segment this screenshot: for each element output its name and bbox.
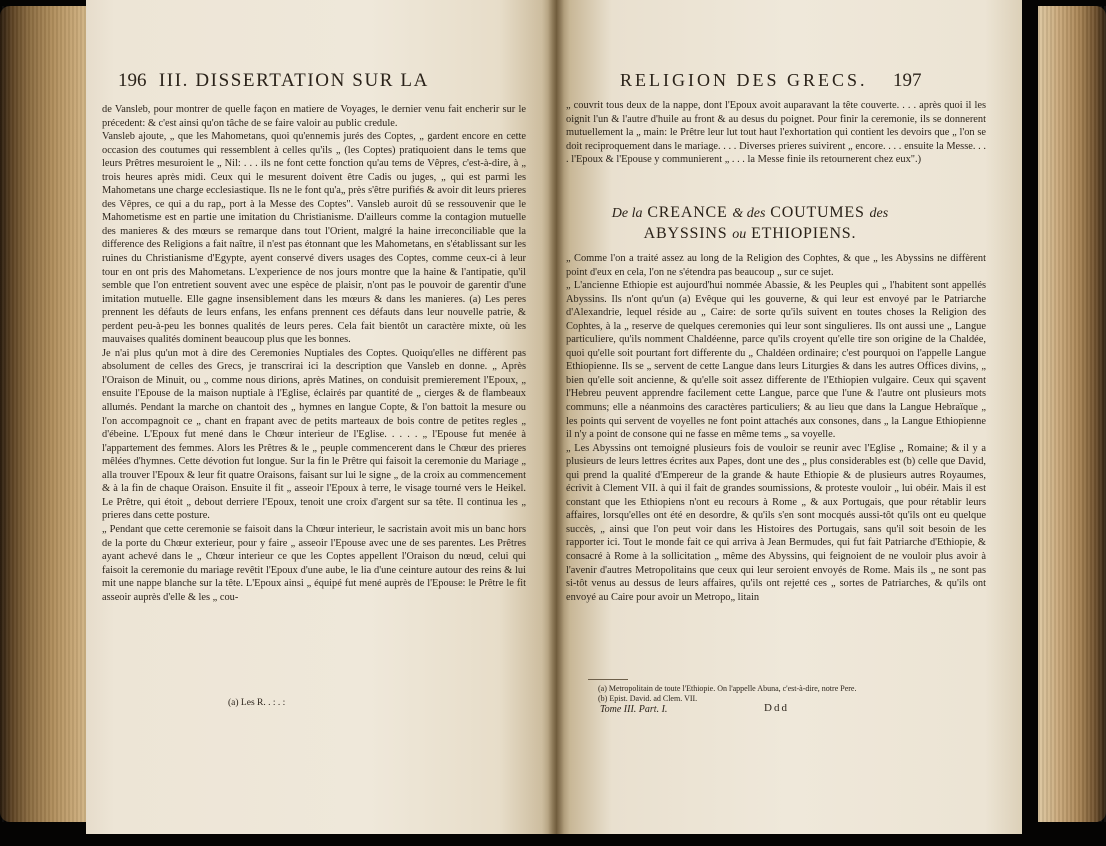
heading-word: ABYSSINS	[643, 225, 728, 242]
book-gutter	[548, 0, 564, 834]
right-footnote-a: (a) Metropolitain de toute l'Ethiopie. On l'appelle Abuna, c'est-à-dire, notre Pere.	[598, 684, 857, 693]
right-footnote-b: (b) Epist. David. ad Clem. VII.	[598, 694, 698, 703]
heading-word: COUTUMES	[770, 204, 865, 221]
left-paragraph-1: de Vansleb, pour montrer de quelle façon en matiere de Voyages, le dernier venu fait encherir sur le précedent: & c'est ainsi qu'on tâche de se faire valoir au public credule.	[102, 104, 526, 129]
heading-word: ETHIOPIENS.	[751, 225, 857, 242]
left-footnote: (a) Les R. . : . :	[228, 698, 286, 708]
heading-word: ou	[732, 227, 747, 242]
left-page-block-edge	[0, 6, 96, 822]
heading-word: CREANCE	[647, 204, 728, 221]
section-heading-line-1	[590, 203, 910, 224]
right-paragraph-3: „ Les Abyssins ont temoigné plusieurs fois de vouloir se reunir avec l'Eglise „ Romaine; & il y a plusieurs de leurs lettres écrites aux Papes, dont une des „ plus considerables est (b) celle que David, qui prend la qualité d'Empereur de la grande & haute Ethiopie & de plusieurs autres Royaumes, écrivit à Clement VII. à qui il fait de grandes soumissions, & proteste vouloir „ lui obéir. Mais il est constant que les Ethiopiens n'ont eu recours à Rome „ & aux Portugais, que pour rétablir leurs affaires, lorsqu'elles ont été en desordre, & qu'ils s'en sont mocqués aussi-tôt qu'ils ont eu quelque succès, „ ainsi que l'on peut voir dans les Histoires des Portugais, sans qu'il soit besoin de les rapporter ici. Tout le monde fait ce qui arriva à Jean Bermudes, qui fut fait Patriarche d'Ethiopie, & consacré à Rome à la sollicitation „ même des Abyssins, qui feignoient de ne vouloir plus avoir à l'avenir d'autres Metropolitains que ceux qui leur seroient envoyés de Rome. Mais ils „ ne sont pas si-tôt venus au dessus de leurs affaires, qu'ils ont rejetté ces „ sortes de Patriarches, & qu'ils ont envoyé au Caire pour avoir un Metropo„ litain	[566, 442, 986, 603]
right-page-body	[566, 252, 986, 604]
left-running-head	[118, 70, 429, 92]
left-page-number: 196	[118, 70, 147, 91]
heading-word: & des	[732, 206, 766, 221]
heading-word: des	[869, 206, 889, 221]
left-running-title: III. DISSERTATION SUR LA	[158, 70, 429, 91]
heading-word: De la	[611, 206, 643, 221]
section-heading-line-2	[590, 224, 910, 245]
right-top-paragraph: „ couvrit tous deux de la nappe, dont l'Epoux avoit auparavant la tête couverte. . . . après quoi il les oignit l'un & l'autre d'huile au front & au desus du poignet. Pour finir la ceremonie, ils se donnerent mutuellement la „ main: le Prêtre leur lut tout haut l'exhortation qui contient les devoirs que „ l'on se doit reciproquement dans le mariage. . . . Diverses prieres suivirent „ encore. . . . ensuite la Messe. . . . l'Epoux & l'Epouse y communierent „ . . . la Messe finie ils retournerent chez eux".)	[566, 100, 986, 166]
left-paragraph-4: „ Pendant que cette ceremonie se faisoit dans la Chœur interieur, le sacristain avoit mis un banc hors de la porte du Chœur exterieur, pour y faire „ asseoir l'Epouse avec une de ses parentes. Les Prêtres ayant achevé dans le „ Chœur interieur ce que les Coptes appellent l'Oraison du nœud, celui qui faisoit la ceremonie du mariage revêtit l'Epoux d'une aube, le lia d'une ceinture autour des reins & lui mit une nappe blanche sur la tête. L'Epoux ainsi „ équipé fut mené auprès de l'Epouse: le Prêtre le fit asseoir auprès d'elle & les „ cou-	[102, 523, 526, 603]
section-heading	[590, 203, 910, 245]
left-page-text	[102, 103, 526, 604]
right-page-number: 197	[893, 70, 922, 91]
left-paragraph-3: Je n'ai plus qu'un mot à dire des Ceremonies Nuptiales des Coptes. Quoiqu'elles ne diffèrent pas absolument de celles des Grecs, je transcrirai ici la description que Vansleb en donne. „ Après l'Oraison de Minuit, ou „ comme nous dirions, après Matines, on conduisit premierement l'Epoux, „ ensuite l'Epouse de la maison nuptiale à l'Eglise, éclairés par quantité de „ cierges & de flambeaux allumés. Pendant la marche on chantoit des „ hymnes en langue Copte, & l'on battoit la mesure ou l'on accompagnoit ce „ chant en frapant avec de petits marteaux de bois contre de petites regles „ d'ébeine. L'Epoux fut mené dans le Chœur interieur de l'Eglise. . . . . „ l'Epouse fut menée à l'appartement des femmes. Alors les Prêtres & le „ peuple commencerent dans le Chœur des prieres mêlées d'hymnes. Cette dévotion fut longue. Sur la fin le Prêtre qui faisoit la ceremonie du Mariage „ alla trouver l'Epoux & leur fit quatre Oraisons, faisant sur lui le signe „ de la croix au commencement & à la fin de chaque Oraison. Ensuite il fit „ asseoir l'Epoux à terre, le visage tourné vers le Heikel. Le Prêtre, qui étoit „ debout derriere l'Epoux, tenoit une croix d'argent sur sa tête. Il continua les „ prieres dans cette posture.	[102, 347, 526, 522]
right-page-top-text	[566, 99, 986, 167]
left-paragraph-2: Vansleb ajoute, „ que les Mahometans, quoi qu'ennemis jurés des Coptes, „ gardent encore en cette occasion des coutumes qui ressemblent à celles qu'ils „ (les Coptes) pratiquoient dans le tems que leurs Prêtres mesuroient le „ Nil: . . . ils ne font cette fonction qu'au tems de Vêpres, c'est-à-dire, à „ trois heures après midi. Ceux qui le mesurent doivent être Cadis ou juges, „ qui est parmi les Mahometans une charge ecclesiastique. Ils ne le font qu'a„ près s'être purifiés & avoir dit leurs prieres des Vêpres, ce qui a du rap„ port à la Messe des Coptes". Vansleb auroit dû se ressouvenir que le Mahometisme est en partie une imitation du Christianisme. D'ailleurs comme la contagion mutuelle des manieres & des mœurs se remarque dans tout l'Orient, malgré la haine irreconciliable que la difference des Religions a fait naître, il n'est pas étonnant que les Mahometans, en s'établissant sur les ruines du Christianisme d'Egypte, ayent conservé divers usages des Coptes, comme ceux-ci à leur tour en ont pris des Mahometans. L'experience de nos jours montre que la haine & l'antipatie, qu'il semble que l'on entretient souvent avec une espèce de plaisir, n'ont pas le pouvoir de garentir d'une imitation mutuelle. Elle gagne insensiblement dans les mœurs & dans les manieres. (a) Les peres prennent les défauts de leurs enfans, les enfans prennent ces défauts dans leur nouvelle patrie, & perdent peu-à-peu les bonnes qualités de leurs peres. Cela fait bientôt un caractère mixte, où les mauvaises qualités dominent beaucoup plus que les bonnes.	[102, 131, 526, 346]
signature-mark: Ddd	[764, 702, 789, 714]
right-running-title: RELIGION DES GRECS.	[620, 70, 868, 90]
right-page-block-edge	[1038, 6, 1106, 822]
signature-tome: Tome III. Part. I.	[600, 704, 668, 715]
right-paragraph-1: „ Comme l'on a traité assez au long de la Religion des Cophtes, & que „ les Abyssins ne diffèrent point d'eux en cela, l'on ne s'étendra pas beaucoup „ sur ce sujet.	[566, 253, 986, 278]
right-footnotes	[598, 684, 898, 704]
right-running-head	[620, 70, 922, 92]
right-paragraph-2: „ L'ancienne Ethiopie est aujourd'hui nommée Abassie, & les Peuples qui „ l'habitent sont appellés Abyssins. Ils n'ont qu'un (a) Evêque qui les gouverne, & qui leur est envoyé par le Patriarche d'Alexandrie, lequel réside au „ Caire: de sorte qu'ils suivent en toutes choses la Religion des Cophtes, à la „ reserve de quelques ceremonies qui leur sont singulieres. Ils ont aussi une „ Langue particuliere, qu'ils nomment Chaldéenne, parce qu'ils croyent qu'elle tire son origine de la Chaldée, quoi qu'elle soit pourtant fort differente du „ Chaldéen ordinaire; c'est pourquoi on l'appelle Langue Ethiopienne. Ils se „ servent de cette Langue dans leurs Liturgies & dans les autres Offices divins, „ bien qu'elle soit ancienne, & qu'elle soit assez differente de l'Ethiopien vulgaire. Ceux qui sçavent l'Hebreu peuvent apprendre facilement cette Langue, parce que l'une & l'autre ont plusieurs mots communs; elle a néanmoins des caractères particuliers; & au lieu que dans la Langue Hebraïque „ les points qui servent de voyelles ne font point attachés aux consones, dans „ la Langue Ethiopienne il n'y a point de consone qui ne fasse en même tems „ sa voyelle.	[566, 280, 986, 441]
footnote-rule	[588, 679, 628, 680]
